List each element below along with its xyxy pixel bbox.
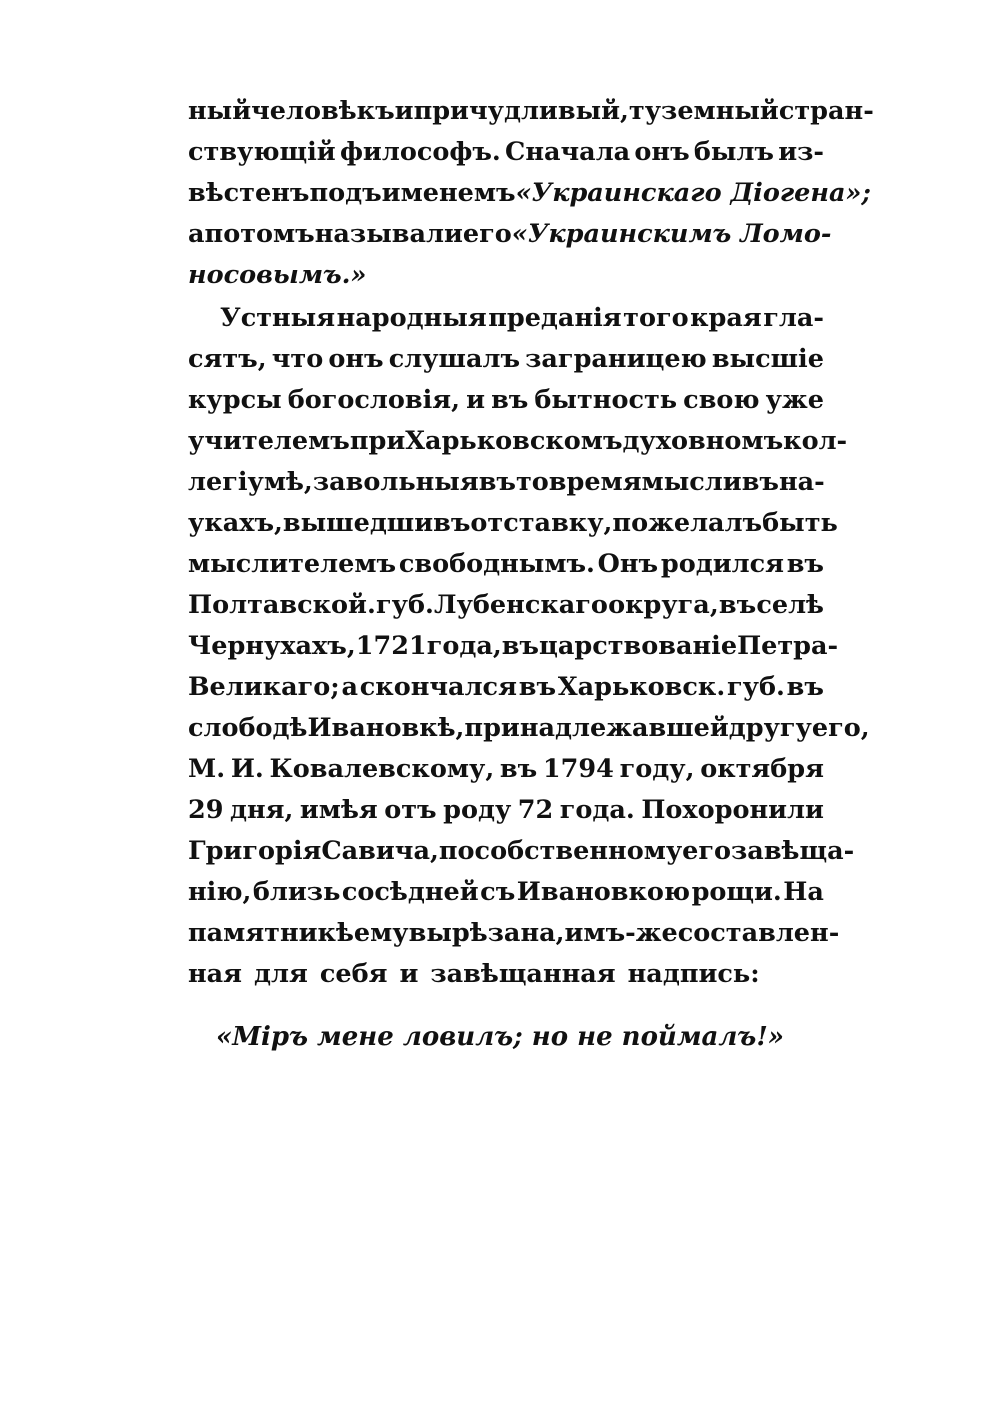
text-line: М. И. Ковалевскому, въ 1794 году, октября <box>188 754 824 784</box>
text-line: нію, близь сосѣдней съ Ивановкою рощи. На <box>188 877 824 907</box>
text-line: Устныя народныя преданія того края гла- <box>220 303 824 333</box>
text-line: ная для себя и завѣщанная надпись: <box>188 959 760 989</box>
text-line: вѣстенъ подъ именемъ «Украинскаго Діогена»; <box>188 178 871 208</box>
text-line: укахъ, вышедши въ отставку, пожелалъ быть <box>188 508 838 538</box>
text-line: Чернухахъ, 1721 года, въ царствованіе Петра- <box>188 631 839 661</box>
paragraph-2 <box>188 303 870 1000</box>
text-line: мыслителемъ свободнымъ. Онъ родился въ <box>188 549 824 579</box>
text-line: Полтавской. губ. Лубенскаго округа, въ селѣ <box>188 590 824 620</box>
text-line: Великаго; а скончался въ Харьковск. губ. въ <box>188 672 824 702</box>
epitaph-quote: «Міръ мене ловилъ; но не поймалъ!» <box>216 1022 784 1052</box>
text-line: курсы богословія, и въ бытность свою уже <box>188 385 824 415</box>
text-line: 29 дня, имѣя отъ роду 72 года. Похоронили <box>188 795 824 825</box>
text-line: носовымъ.» <box>188 260 367 290</box>
text-line: памятникѣ ему вырѣзана, имъ - же составлен- <box>188 918 840 948</box>
text-line: Григорія Савича, по собственному его завѣща- <box>188 836 855 866</box>
text-line: ный человѣкъ и причудливый, туземный стран- <box>188 96 874 126</box>
text-line: учителемъ при Харьковскомъ духовномъ кол- <box>188 426 848 456</box>
text-line: слободѣ Ивановкѣ, принадлежавшей другу его, <box>188 713 870 743</box>
text-line: ствующій философъ. Сначала онъ былъ из- <box>188 137 824 167</box>
paragraph-1 <box>188 96 874 301</box>
text-line: сятъ, что онъ слушалъ заграницею высшіе <box>188 344 824 374</box>
text-line: легіумѣ, за вольныя въ то время мысли въ на- <box>188 467 825 497</box>
text-line: а потомъ называли его «Украинскимъ Ломо- <box>188 219 832 249</box>
